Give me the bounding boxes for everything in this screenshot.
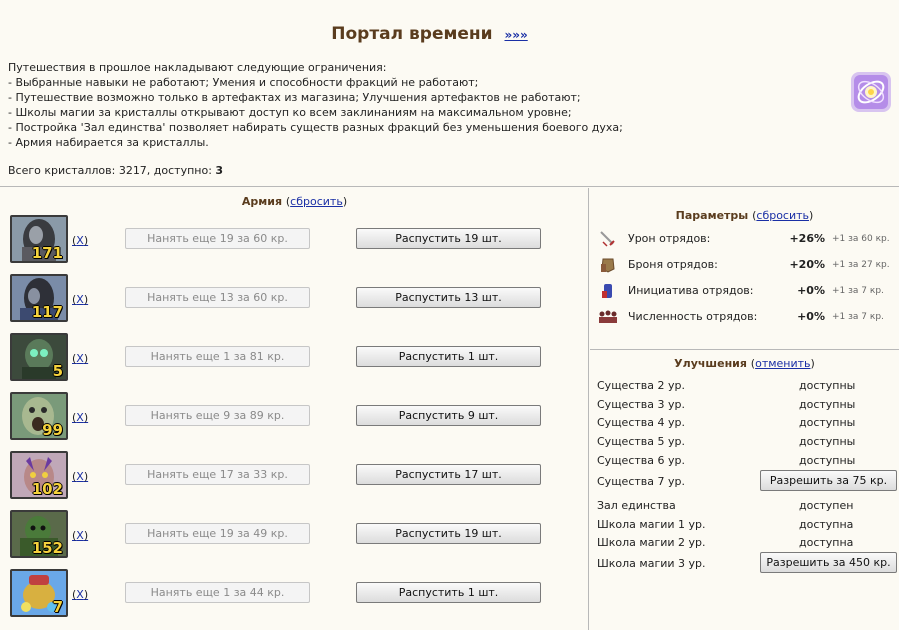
- unit-portrait: [10, 510, 68, 558]
- dismiss-button[interactable]: Распустить 13 шт.: [356, 287, 541, 308]
- portal-crystal-icon: [850, 71, 892, 113]
- upgrade-row: [597, 552, 897, 576]
- upgrade-label: Существа 7 ур.: [597, 475, 685, 488]
- param-label: Численность отрядов:: [628, 310, 758, 323]
- paren: ): [83, 234, 89, 247]
- upgrade-label: Школа магии 1 ур.: [597, 518, 706, 531]
- remove-unit-text: X: [76, 234, 84, 247]
- upgrades-title: [590, 357, 899, 370]
- upgrade-status: доступен: [799, 499, 854, 512]
- remove-unit-link[interactable]: [72, 352, 88, 365]
- army-section: [0, 188, 589, 630]
- remove-unit-text: X: [76, 470, 84, 483]
- dismiss-button[interactable]: Распустить 19 шт.: [356, 523, 541, 544]
- squad-size-icon: [598, 308, 618, 326]
- page-title: [0, 24, 859, 44]
- unit-row: [10, 510, 580, 560]
- army-reset-link[interactable]: сбросить: [290, 195, 343, 208]
- paren: (: [750, 357, 756, 370]
- unit-row: [10, 333, 580, 383]
- param-row-initiative: [598, 282, 898, 300]
- params-title-text: Параметры: [675, 209, 749, 222]
- param-row-armor: [598, 256, 898, 274]
- paren: ): [83, 588, 89, 601]
- unit-count: 99: [42, 421, 63, 439]
- unit-portrait: [10, 569, 68, 617]
- unit-row: [10, 392, 580, 442]
- remove-unit-text: X: [76, 352, 84, 365]
- dismiss-button[interactable]: Распустить 19 шт.: [356, 228, 541, 249]
- army-title: [0, 195, 589, 208]
- upgrade-status: доступны: [799, 379, 856, 392]
- upgrade-label: Школа магии 3 ур.: [597, 557, 706, 570]
- restriction-line: - Школы магии за кристаллы открывают доступ ко всем заклинаниям на максимальном уровне;: [8, 106, 572, 119]
- unit-portrait: [10, 392, 68, 440]
- upgrade-row: [597, 376, 897, 395]
- crystals-total: Всего кристаллов: 3217, доступно:: [8, 164, 216, 177]
- upgrade-status: доступны: [799, 398, 856, 411]
- paren: ): [83, 411, 89, 424]
- upgrade-label: Существа 5 ур.: [597, 435, 685, 448]
- upgrade-row: [597, 451, 897, 470]
- restriction-line: - Путешествие возможно только в артефактах из магазина; Улучшения артефактов не работают;: [8, 91, 581, 104]
- unit-portrait: [10, 451, 68, 499]
- hire-button[interactable]: Нанять еще 13 за 60 кр.: [125, 287, 310, 308]
- paren: ): [83, 293, 89, 306]
- portal-header: [0, 0, 899, 187]
- dismiss-button[interactable]: Распустить 17 шт.: [356, 464, 541, 485]
- param-label: Урон отрядов:: [628, 232, 711, 245]
- sword-damage-icon: [598, 230, 618, 248]
- params-title: [590, 209, 899, 222]
- unit-portrait: [10, 333, 68, 381]
- paren: ): [83, 529, 89, 542]
- unit-row: [10, 274, 580, 324]
- remove-unit-link[interactable]: [72, 529, 88, 542]
- remove-unit-link[interactable]: [72, 411, 88, 424]
- paren: ): [809, 209, 814, 222]
- param-value: +0%: [797, 284, 825, 297]
- page-title-text: Портал времени: [331, 24, 493, 44]
- unit-portrait: [10, 274, 68, 322]
- unit-count: 5: [52, 362, 63, 380]
- upgrade-label: Существа 6 ур.: [597, 454, 685, 467]
- upgrade-status: доступны: [799, 454, 856, 467]
- upgrade-label: Зал единства: [597, 499, 676, 512]
- remove-unit-link[interactable]: [72, 234, 88, 247]
- allow-upgrade-button[interactable]: Разрешить за 75 кр.: [760, 470, 897, 491]
- upgrade-row: [597, 533, 897, 552]
- unit-count: 102: [31, 480, 63, 498]
- more-info-link[interactable]: »»»: [504, 28, 528, 42]
- unit-count: 7: [52, 598, 63, 616]
- dismiss-button[interactable]: Распустить 1 шт.: [356, 346, 541, 367]
- upgrade-row: [597, 432, 897, 451]
- upgrade-row: [597, 395, 897, 414]
- upgrade-row: [597, 413, 897, 432]
- paren: (: [72, 411, 77, 424]
- hire-button[interactable]: Нанять еще 17 за 33 кр.: [125, 464, 310, 485]
- paren: (: [752, 209, 757, 222]
- upgrade-label: Существа 2 ур.: [597, 379, 685, 392]
- paren: (: [72, 470, 77, 483]
- paren: ): [810, 357, 815, 370]
- unit-count: 171: [31, 244, 63, 262]
- remove-unit-link[interactable]: [72, 293, 88, 306]
- params-section: [590, 188, 899, 350]
- paren: (: [72, 352, 77, 365]
- upgrade-row: [597, 515, 897, 534]
- hire-button[interactable]: Нанять еще 19 за 60 кр.: [125, 228, 310, 249]
- param-label: Инициатива отрядов:: [628, 284, 754, 297]
- paren: (: [72, 529, 77, 542]
- remove-unit-link[interactable]: [72, 470, 88, 483]
- upgrade-row: [597, 496, 897, 515]
- army-title-text: Армия: [241, 195, 283, 208]
- unit-row: [10, 451, 580, 501]
- restriction-line: - Армия набирается за кристаллы.: [8, 136, 209, 149]
- paren: (: [285, 195, 291, 208]
- allow-upgrade-button[interactable]: Разрешить за 450 кр.: [760, 552, 897, 573]
- param-row-squad-size: [598, 308, 898, 326]
- unit-row: [10, 215, 580, 265]
- param-value: +26%: [789, 232, 825, 245]
- hire-button[interactable]: Нанять еще 1 за 81 кр.: [125, 346, 310, 367]
- upgrade-status: доступна: [799, 536, 854, 549]
- upgrade-label: Школа магии 2 ур.: [597, 536, 706, 549]
- upgrade-label: Существа 4 ур.: [597, 416, 685, 429]
- params-reset-link[interactable]: сбросить: [756, 209, 810, 222]
- param-increase-link[interactable]: +1 за 27 кр.: [832, 260, 890, 270]
- restriction-line: - Выбранные навыки не работают; Умения и способности фракций не работают;: [8, 76, 479, 89]
- restriction-line: Путешествия в прошлое накладывают следующие ограничения:: [8, 61, 387, 74]
- upgrade-status: доступна: [799, 518, 854, 531]
- crystals-summary: [8, 164, 223, 177]
- unit-portrait: [10, 215, 68, 263]
- right-column: [590, 188, 899, 630]
- remove-unit-text: X: [76, 529, 84, 542]
- upgrade-status: доступны: [799, 416, 856, 429]
- param-value: +20%: [789, 258, 825, 271]
- param-label: Броня отрядов:: [628, 258, 718, 271]
- unit-count: 117: [31, 303, 63, 321]
- paren: (: [72, 588, 77, 601]
- remove-unit-text: X: [76, 411, 84, 424]
- dismiss-button[interactable]: Распустить 9 шт.: [356, 405, 541, 426]
- hire-button[interactable]: Нанять еще 9 за 89 кр.: [125, 405, 310, 426]
- hire-button[interactable]: Нанять еще 19 за 49 кр.: [125, 523, 310, 544]
- restriction-line: - Постройка 'Зал единства' позволяет набирать существ разных фракций без уменьшения боевого духа;: [8, 121, 623, 134]
- remove-unit-link[interactable]: [72, 588, 88, 601]
- armor-icon: [598, 256, 618, 274]
- dismiss-button[interactable]: Распустить 1 шт.: [356, 582, 541, 603]
- crystals-available: 3: [215, 164, 224, 177]
- param-increase-link[interactable]: +1 за 7 кр.: [832, 312, 884, 322]
- upgrades-title-text: Улучшения: [674, 357, 747, 370]
- upgrade-label: Существа 3 ур.: [597, 398, 685, 411]
- unit-row: [10, 569, 580, 619]
- paren: (: [72, 234, 77, 247]
- param-value: +0%: [797, 310, 825, 323]
- upgrades-section: [590, 351, 899, 630]
- initiative-icon: [598, 282, 618, 300]
- upgrades-cancel-link[interactable]: отменить: [755, 357, 811, 370]
- param-increase-link[interactable]: +1 за 7 кр.: [832, 286, 884, 296]
- param-row-damage: [598, 230, 898, 248]
- hire-button[interactable]: Нанять еще 1 за 44 кр.: [125, 582, 310, 603]
- upgrade-status: доступны: [799, 435, 856, 448]
- unit-count: 152: [31, 539, 63, 557]
- paren: ): [83, 352, 89, 365]
- paren: (: [72, 293, 77, 306]
- remove-unit-text: X: [76, 293, 84, 306]
- param-increase-link[interactable]: +1 за 60 кр.: [832, 234, 890, 244]
- upgrade-row: [597, 470, 897, 494]
- paren: ): [342, 195, 348, 208]
- remove-unit-text: X: [76, 588, 84, 601]
- paren: ): [83, 470, 89, 483]
- restrictions-text: [8, 60, 838, 150]
